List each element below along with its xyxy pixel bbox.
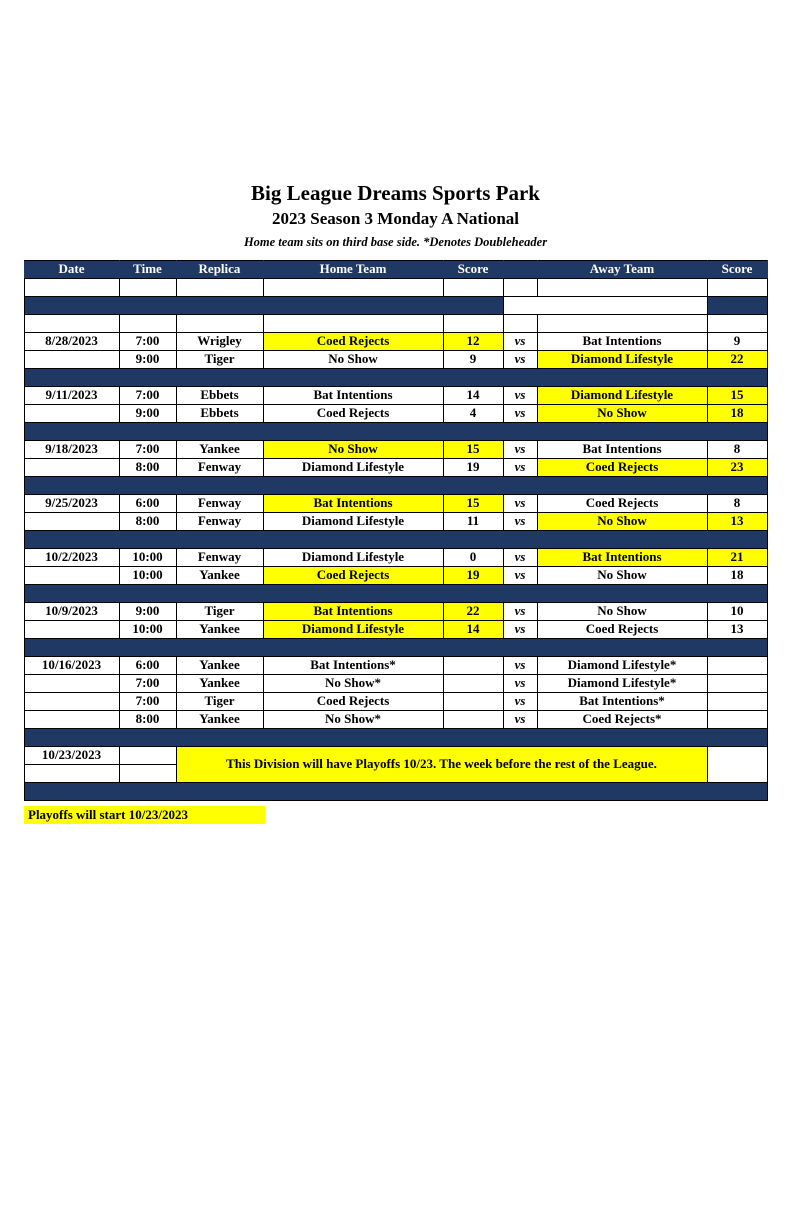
vs-label: vs	[503, 458, 537, 476]
home-team-cell: No Show*	[263, 674, 443, 692]
separator-band	[24, 638, 767, 656]
column-header-home-team: Home Team	[263, 260, 443, 278]
date-cell: 10/9/2023	[24, 602, 119, 620]
game-row	[24, 548, 767, 566]
separator-row	[24, 530, 767, 548]
away-team-cell: No Show	[537, 404, 707, 422]
replica-cell: Fenway	[176, 512, 263, 530]
time-cell: 10:00	[119, 548, 176, 566]
schedule-table	[24, 260, 768, 801]
time-cell: 7:00	[119, 386, 176, 404]
replica-cell: Tiger	[176, 692, 263, 710]
replica-cell: Yankee	[176, 440, 263, 458]
home-score-cell: 22	[443, 602, 503, 620]
replica-cell: Yankee	[176, 566, 263, 584]
replica-cell: Ebbets	[176, 404, 263, 422]
vs-label: vs	[503, 512, 537, 530]
home-score-cell	[443, 656, 503, 674]
column-header-vs	[503, 260, 537, 278]
replica-cell: Fenway	[176, 458, 263, 476]
home-score-cell	[443, 674, 503, 692]
replica-cell: Yankee	[176, 620, 263, 638]
game-row	[24, 656, 767, 674]
date-cell: 9/25/2023	[24, 494, 119, 512]
separator-row	[24, 584, 767, 602]
time-cell: 8:00	[119, 710, 176, 728]
home-team-cell: No Show*	[263, 710, 443, 728]
time-cell	[119, 764, 176, 782]
home-score-cell: 4	[443, 404, 503, 422]
away-team-cell: Coed Rejects	[537, 458, 707, 476]
time-cell: 7:00	[119, 332, 176, 350]
date-cell	[24, 674, 119, 692]
replica-cell: Tiger	[176, 602, 263, 620]
away-team-cell: Bat Intentions	[537, 332, 707, 350]
home-score-cell: 11	[443, 512, 503, 530]
blank-cell	[537, 314, 707, 332]
separator-row	[24, 422, 767, 440]
date-cell	[24, 692, 119, 710]
replica-cell: Ebbets	[176, 386, 263, 404]
replica-cell: Yankee	[176, 674, 263, 692]
home-team-cell: Bat Intentions	[263, 386, 443, 404]
away-score-cell: 9	[707, 332, 767, 350]
game-row	[24, 566, 767, 584]
game-row	[24, 386, 767, 404]
vs-label: vs	[503, 566, 537, 584]
column-header-time: Time	[119, 260, 176, 278]
replica-cell: Tiger	[176, 350, 263, 368]
away-team-cell: Bat Intentions*	[537, 692, 707, 710]
separator-band	[707, 296, 767, 314]
home-team-cell: Coed Rejects	[263, 566, 443, 584]
away-score-cell: 13	[707, 620, 767, 638]
away-team-cell: Coed Rejects	[537, 494, 707, 512]
game-row	[24, 692, 767, 710]
date-cell	[24, 404, 119, 422]
game-row	[24, 620, 767, 638]
vs-label: vs	[503, 440, 537, 458]
blank-cell	[443, 314, 503, 332]
time-cell: 8:00	[119, 458, 176, 476]
game-row	[24, 350, 767, 368]
away-team-cell: Bat Intentions	[537, 548, 707, 566]
separator-band	[24, 584, 767, 602]
away-score-cell	[707, 710, 767, 728]
blank-cell	[503, 278, 537, 296]
home-team-cell: Diamond Lifestyle	[263, 458, 443, 476]
column-header-replica: Replica	[176, 260, 263, 278]
home-score-cell	[443, 710, 503, 728]
home-team-cell: Diamond Lifestyle	[263, 620, 443, 638]
away-score-cell: 22	[707, 350, 767, 368]
away-score-cell: 8	[707, 440, 767, 458]
blank-cell	[707, 278, 767, 296]
blank-cell	[24, 314, 119, 332]
date-cell	[24, 566, 119, 584]
game-row	[24, 674, 767, 692]
blank-cell	[24, 278, 119, 296]
away-score-cell: 10	[707, 602, 767, 620]
vs-label: vs	[503, 692, 537, 710]
time-cell: 6:00	[119, 494, 176, 512]
home-score-cell: 19	[443, 566, 503, 584]
away-score-cell	[707, 674, 767, 692]
separator-band	[24, 728, 767, 746]
date-cell	[24, 710, 119, 728]
separator-row	[24, 296, 767, 314]
playoff-banner-text: This Division will have Playoffs 10/23. The week before the rest of the League.	[176, 746, 707, 782]
replica-cell: Wrigley	[176, 332, 263, 350]
replica-cell: Yankee	[176, 710, 263, 728]
home-score-cell: 15	[443, 440, 503, 458]
separator-band	[24, 476, 767, 494]
away-team-cell: Diamond Lifestyle*	[537, 656, 707, 674]
date-cell: 10/23/2023	[24, 746, 119, 764]
home-score-cell: 15	[443, 494, 503, 512]
home-team-cell: Diamond Lifestyle	[263, 548, 443, 566]
blank-cell	[443, 278, 503, 296]
home-team-cell: Diamond Lifestyle	[263, 512, 443, 530]
away-team-cell: Coed Rejects*	[537, 710, 707, 728]
blank-cell	[537, 278, 707, 296]
home-team-cell: No Show	[263, 350, 443, 368]
column-header-home-score: Score	[443, 260, 503, 278]
game-row	[24, 512, 767, 530]
away-team-cell: Diamond Lifestyle*	[537, 674, 707, 692]
home-team-cell: No Show	[263, 440, 443, 458]
column-header-away-score: Score	[707, 260, 767, 278]
replica-cell: Fenway	[176, 548, 263, 566]
blank-cell	[119, 314, 176, 332]
date-cell	[24, 620, 119, 638]
home-team-cell: Bat Intentions*	[263, 656, 443, 674]
vs-label: vs	[503, 674, 537, 692]
away-score-cell	[707, 692, 767, 710]
replica-cell: Yankee	[176, 656, 263, 674]
away-team-cell: No Show	[537, 602, 707, 620]
date-cell: 9/18/2023	[24, 440, 119, 458]
vs-label: vs	[503, 548, 537, 566]
game-row	[24, 494, 767, 512]
time-cell: 7:00	[119, 440, 176, 458]
game-row	[24, 404, 767, 422]
away-score-cell: 23	[707, 458, 767, 476]
date-cell	[24, 764, 119, 782]
away-team-cell: Coed Rejects	[537, 620, 707, 638]
column-header-date: Date	[24, 260, 119, 278]
vs-label: vs	[503, 602, 537, 620]
time-cell: 8:00	[119, 512, 176, 530]
time-cell: 9:00	[119, 350, 176, 368]
blank-row	[24, 278, 767, 296]
vs-label: vs	[503, 386, 537, 404]
away-score-cell: 13	[707, 512, 767, 530]
blank-cell	[263, 278, 443, 296]
away-team-cell: Diamond Lifestyle	[537, 350, 707, 368]
game-row	[24, 602, 767, 620]
away-score-cell: 18	[707, 566, 767, 584]
time-cell: 9:00	[119, 404, 176, 422]
vs-label: vs	[503, 656, 537, 674]
separator-row	[24, 782, 767, 800]
blank-cell	[503, 314, 537, 332]
separator-row	[24, 728, 767, 746]
blank-cell	[119, 278, 176, 296]
vs-label: vs	[503, 350, 537, 368]
blank-cell	[707, 314, 767, 332]
game-row	[24, 440, 767, 458]
page-subtitle: 2023 Season 3 Monday A National	[271, 209, 519, 229]
date-cell: 8/28/2023	[24, 332, 119, 350]
home-score-cell: 0	[443, 548, 503, 566]
game-row	[24, 458, 767, 476]
date-cell: 10/2/2023	[24, 548, 119, 566]
time-cell: 9:00	[119, 602, 176, 620]
vs-label: vs	[503, 404, 537, 422]
playoffs-start-note: Playoffs will start 10/23/2023	[24, 806, 265, 824]
separator-row	[24, 476, 767, 494]
blank-cell	[707, 746, 767, 782]
home-team-cell: Coed Rejects	[263, 332, 443, 350]
home-score-cell: 19	[443, 458, 503, 476]
separator-row	[24, 368, 767, 386]
replica-cell: Fenway	[176, 494, 263, 512]
home-team-cell: Bat Intentions	[263, 494, 443, 512]
page-title: Big League Dreams Sports Park	[251, 181, 540, 205]
schedule-page	[0, 182, 791, 1206]
schedule-table-body	[24, 278, 767, 800]
home-score-cell: 14	[443, 386, 503, 404]
away-score-cell: 18	[707, 404, 767, 422]
separator-band	[24, 296, 503, 314]
playoff-banner-row	[24, 746, 767, 764]
time-cell: 7:00	[119, 692, 176, 710]
separator-band	[24, 368, 767, 386]
vs-label: vs	[503, 620, 537, 638]
time-cell: 7:00	[119, 674, 176, 692]
vs-label: vs	[503, 710, 537, 728]
away-score-cell: 21	[707, 548, 767, 566]
separator-band	[24, 530, 767, 548]
blank-cell	[176, 278, 263, 296]
separator-row	[24, 638, 767, 656]
date-cell	[24, 458, 119, 476]
away-team-cell: No Show	[537, 566, 707, 584]
vs-label: vs	[503, 494, 537, 512]
home-team-cell: Bat Intentions	[263, 602, 443, 620]
date-cell	[24, 350, 119, 368]
home-score-cell: 14	[443, 620, 503, 638]
time-cell	[119, 746, 176, 764]
home-team-cell: Coed Rejects	[263, 404, 443, 422]
away-team-cell: No Show	[537, 512, 707, 530]
blank-cell	[176, 314, 263, 332]
schedule-header-row	[24, 260, 767, 278]
home-team-cell: Coed Rejects	[263, 692, 443, 710]
away-score-cell: 8	[707, 494, 767, 512]
game-row	[24, 332, 767, 350]
away-team-cell: Diamond Lifestyle	[537, 386, 707, 404]
column-header-away-team: Away Team	[537, 260, 707, 278]
date-cell: 9/11/2023	[24, 386, 119, 404]
date-cell: 10/16/2023	[24, 656, 119, 674]
away-score-cell	[707, 656, 767, 674]
blank-cell	[503, 296, 707, 314]
away-score-cell: 15	[707, 386, 767, 404]
page-note: Home team sits on third base side. *Denotes Doubleheader	[243, 234, 548, 249]
vs-label: vs	[503, 332, 537, 350]
home-score-cell: 12	[443, 332, 503, 350]
time-cell: 10:00	[119, 620, 176, 638]
time-cell: 10:00	[119, 566, 176, 584]
blank-cell	[263, 314, 443, 332]
game-row	[24, 710, 767, 728]
separator-band	[24, 782, 767, 800]
away-team-cell: Bat Intentions	[537, 440, 707, 458]
blank-row	[24, 314, 767, 332]
time-cell: 6:00	[119, 656, 176, 674]
date-cell	[24, 512, 119, 530]
separator-band	[24, 422, 767, 440]
home-score-cell	[443, 692, 503, 710]
home-score-cell: 9	[443, 350, 503, 368]
